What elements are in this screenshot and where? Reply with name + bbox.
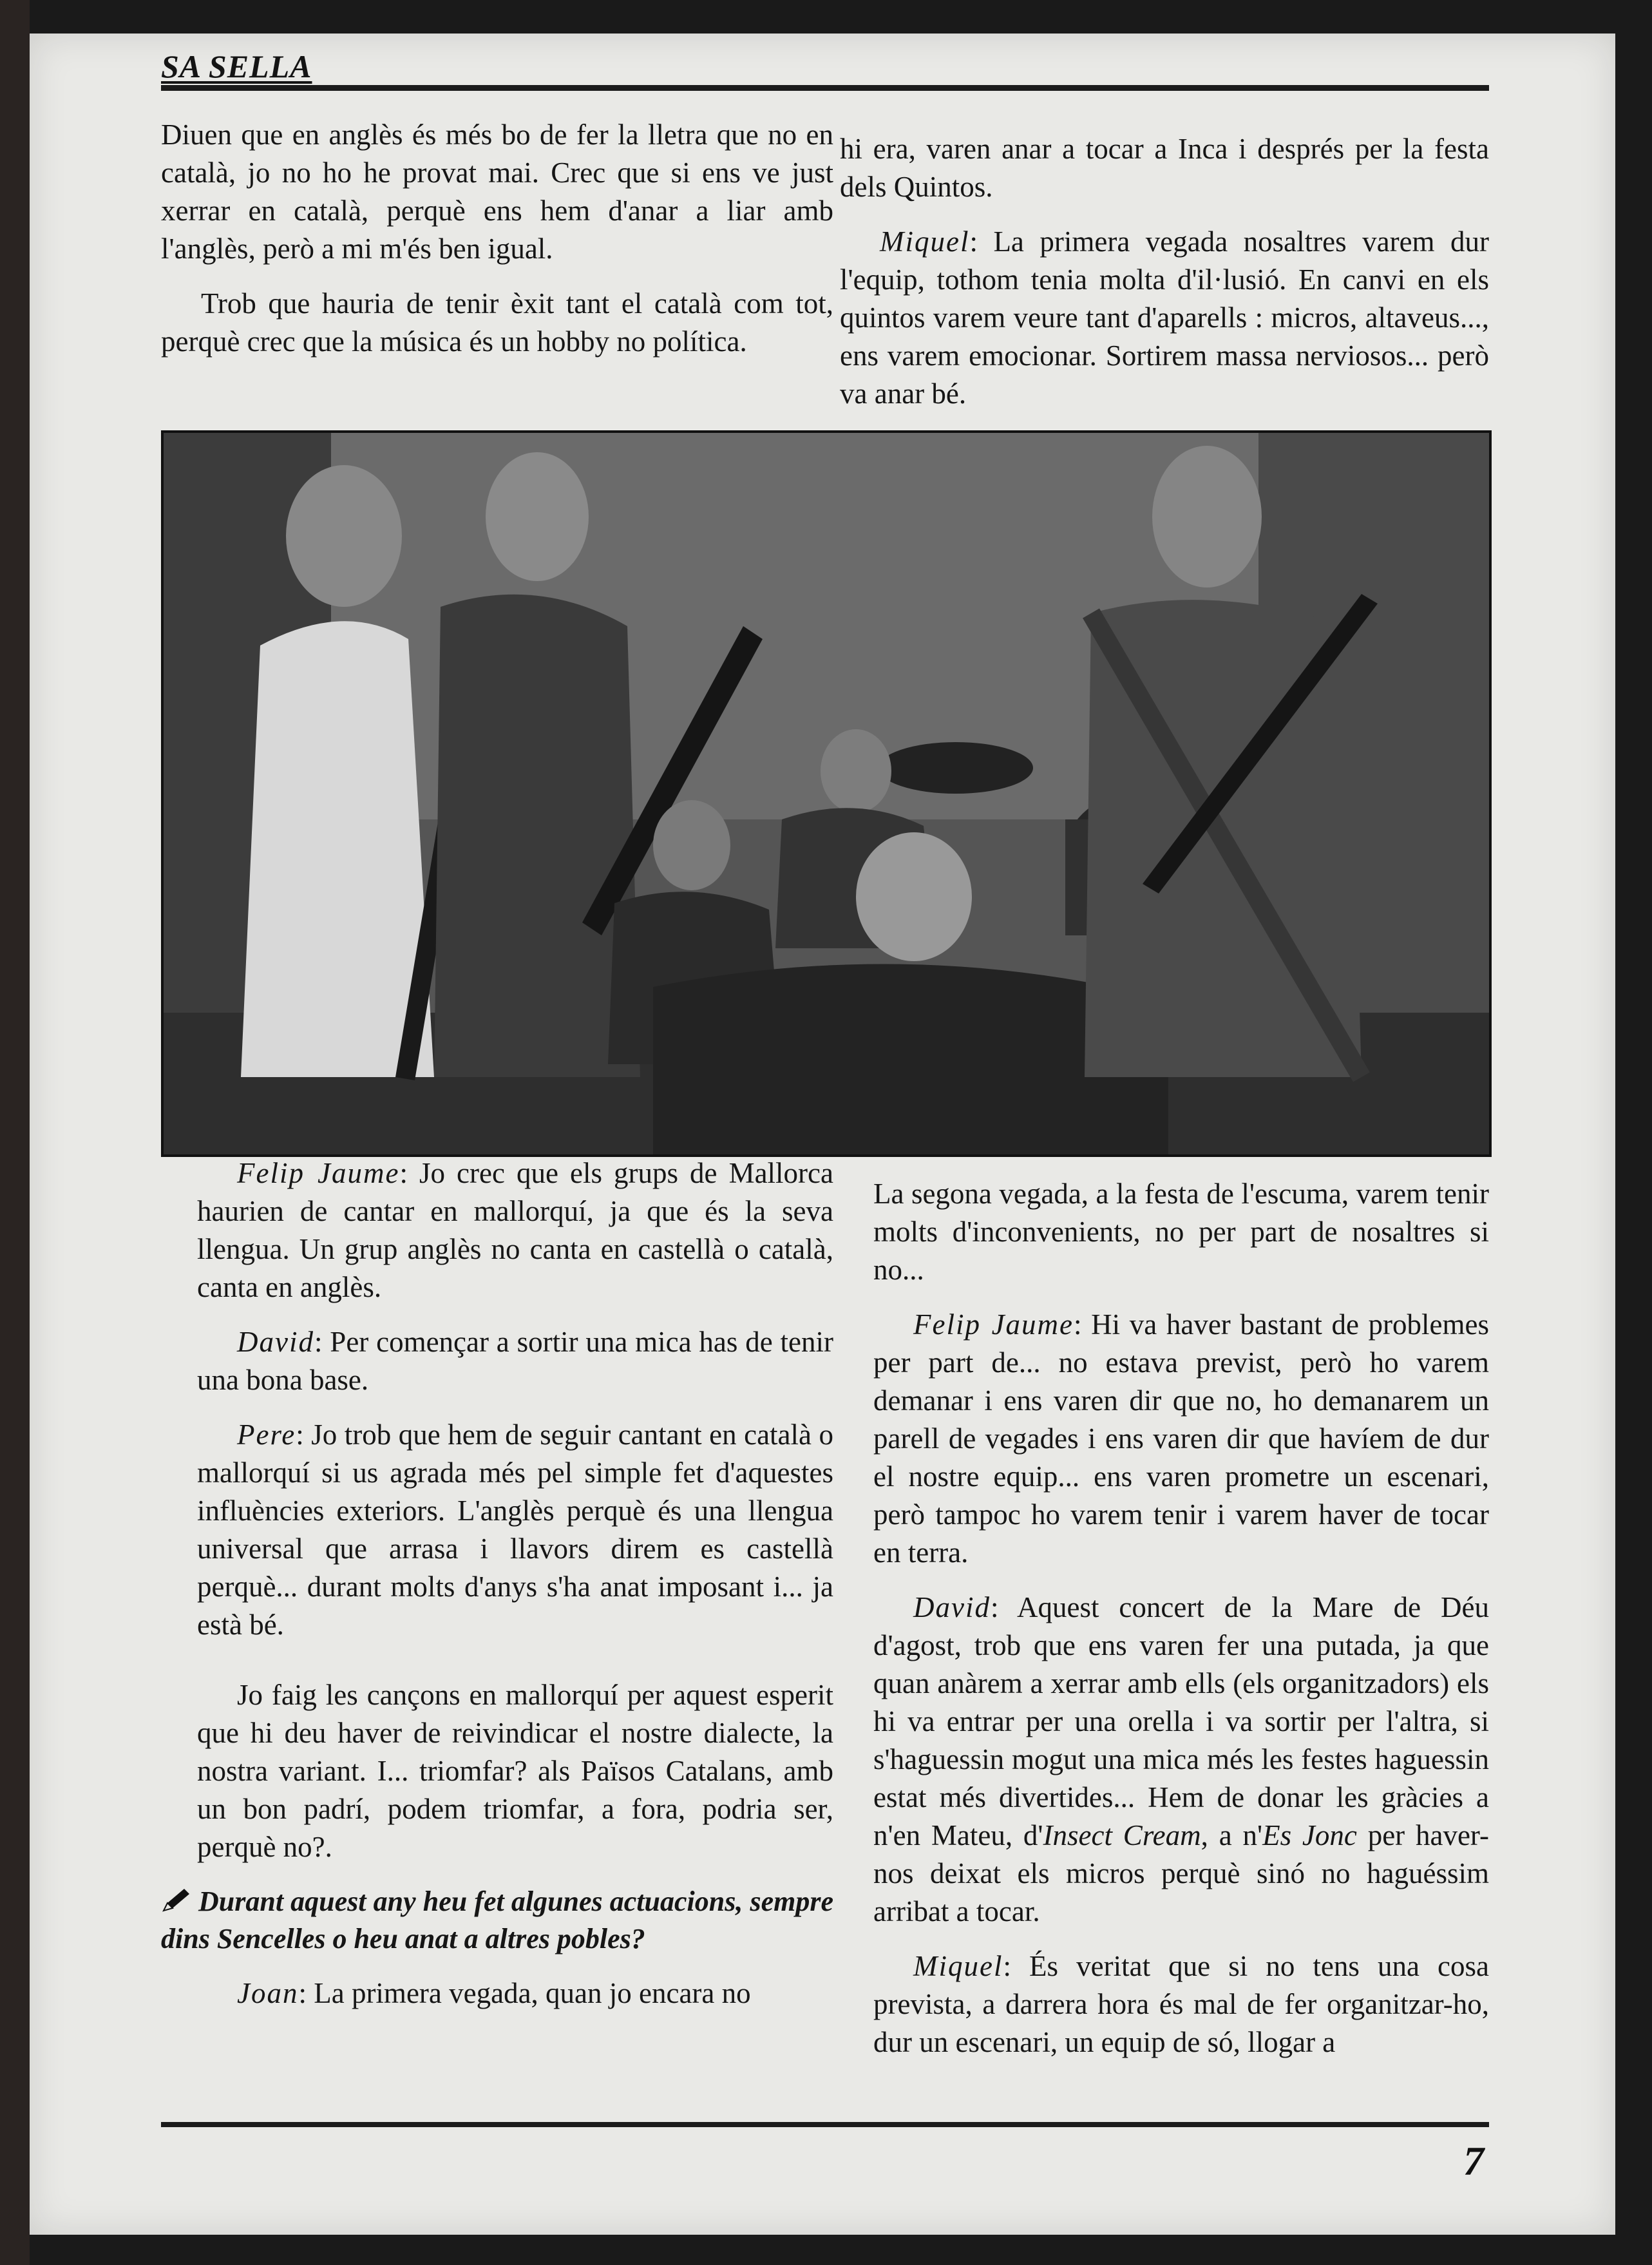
left-column-top: [161, 116, 833, 378]
paragraph: [873, 1306, 1489, 1572]
speech-text: : La primera vegada nosaltres varem dur l'equip, tothom tenia molta d'il·lusió. En canvi en els quintos varem veure tant d'aparells : micros, altaveus..., ens varem emocionar. Sortirem massa nerviosos... però va anar bé.: [840, 225, 1489, 410]
speech-text: : La primera vegada, quan jo encara no: [298, 1977, 751, 2009]
speaker-name: David: [237, 1326, 314, 1358]
speaker-name: Felip Jaume: [237, 1157, 400, 1189]
speech-text: , a n': [1201, 1819, 1263, 1851]
band-photo: [161, 430, 1492, 1157]
speech-text: : Jo trob que hem de seguir cantant en català o mallorquí si us agrada més pel simple fet d'aquestes influències exteriors. L'anglès perquè és una llengua universal que arrasa i llavors direm es castellà perquè... durant molts d'anys s'ha anat imposant i... ja està bé.: [197, 1419, 833, 1641]
question-text: Durant aquest any heu fet algunes actuacions, sempre dins Sencelles o heu anat a altres pobles?: [161, 1886, 833, 1954]
paragraph: La segona vegada, a la festa de l'escuma, varem tenir molts d'inconvenients, no per part de nosaltres si no...: [873, 1178, 1489, 1286]
speaker-name: Pere: [237, 1419, 296, 1451]
paragraph: [197, 1416, 833, 1644]
paragraph: Jo faig les cançons en mallorquí per aquest esperit que hi deu haver de reivindicar el nostre dialecte, la nostra variant. I... triomfar? als Països Catalans, amb un bon padrí, podem triomfar, a fora, podria ser, perquè no?.: [197, 1679, 833, 1863]
page-number: 7: [1463, 2138, 1484, 2184]
paragraph: [840, 223, 1489, 413]
magazine-title: SA SELLA: [161, 48, 312, 84]
band-name: Insect Cream: [1043, 1819, 1201, 1851]
speech-text: : Aquest concert de la Mare de Déu d'agost, trob que ens varen fer una putada, ja que quan anàrem a xerrar amb ells (els organitzadors) els hi va entrar per una orella i va sortir per l'altra, si s'haguessin mogut una mica més les festes haguessin estat més divertides... Hem de donar les gràcies a n'en Mateu, d': [873, 1591, 1489, 1851]
footer-rule: [161, 2122, 1489, 2127]
right-column-bottom: [873, 1175, 1489, 2078]
pencil-icon: [161, 1888, 192, 1913]
speech-text: : És veritat que si no tens una cosa prevista, a darrera hora és mal de fer organitzar-ho, dur un escenari, un equip de só, llogar a: [873, 1950, 1489, 2058]
speech-text: : Jo crec que els grups de Mallorca haurien de cantar en mallorquí, ja que és la seva llengua. Un grup anglès no canta en castellà o català, canta en anglès.: [197, 1157, 833, 1303]
speaker-name: Miquel: [913, 1950, 1003, 1982]
speaker-name: Miquel: [880, 225, 970, 258]
paragraph: Trob que hauria de tenir èxit tant el català com tot, perquè crec que la música és un hobby no política.: [161, 287, 833, 358]
interview-question: [161, 1883, 833, 1958]
right-column-top: [840, 130, 1489, 430]
speaker-name: David: [913, 1591, 991, 1623]
speech-text: per haver-nos deixat els micros perquè sinó no haguéssim arribat a tocar.: [873, 1819, 1489, 1927]
speech-text: : Hi va haver bastant de problemes per part de... no estava previst, però ho varem demanar i ens varen dir que no, ho demanarem un parell de vegades i ens varen dir que havíem de dur el nostre equip... ens varen prometre un escenari, però tampoc ho varem tenir i varem haver de tocar en terra.: [873, 1308, 1489, 1569]
paragraph: [197, 1154, 833, 1306]
paragraph: hi era, varen anar a tocar a Inca i després per la festa dels Quintos.: [840, 133, 1489, 203]
paragraph: [197, 1323, 833, 1399]
paragraph: [873, 1589, 1489, 1931]
band-photo-illustration: [164, 433, 1489, 1154]
book-binding: [0, 0, 30, 2265]
magazine-page: [30, 33, 1615, 2235]
speaker-name: Joan: [237, 1977, 299, 2009]
speaker-name: Felip Jaume: [913, 1308, 1074, 1341]
band-name: Es Jonc: [1262, 1819, 1357, 1851]
left-column-bottom: [161, 1154, 833, 2029]
paragraph: [873, 1947, 1489, 2061]
speech-text: : Per començar a sortir una mica has de tenir una bona base.: [197, 1326, 833, 1396]
header-rule: [161, 85, 1489, 91]
paragraph: Diuen que en anglès és més bo de fer la lletra que no en català, jo no ho he provat mai. Crec que si ens ve just xerrar en català, perquè ens hem d'anar a liar amb l'anglès, però a mi m'és ben igual.: [161, 119, 833, 265]
paragraph: [197, 1974, 833, 2012]
